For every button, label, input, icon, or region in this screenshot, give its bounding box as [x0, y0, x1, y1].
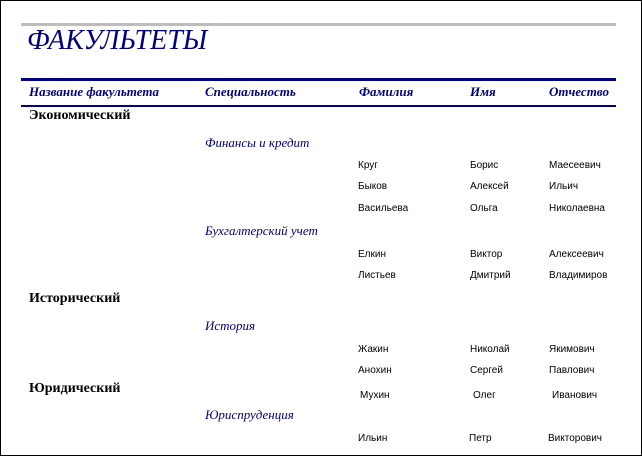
- surname: Мухин: [360, 390, 390, 401]
- surname: Быков: [358, 181, 388, 192]
- patronymic: Павлович: [549, 365, 595, 376]
- header-patronymic: Отчество: [549, 84, 609, 99]
- first-name: Сергей: [470, 365, 503, 376]
- first-name: Виктор: [470, 249, 503, 260]
- patronymic: Алексеевич: [549, 249, 604, 260]
- first-name: Петр: [469, 433, 492, 444]
- surname: Елкин: [358, 249, 386, 260]
- surname: Ильин: [358, 433, 388, 444]
- header-name: Имя: [470, 84, 496, 99]
- surname: Круг: [358, 160, 378, 171]
- header-top-rule: [21, 78, 616, 81]
- surname: Листьев: [358, 270, 396, 281]
- header-faculty: Название факультета: [29, 84, 159, 99]
- first-name: Ольга: [470, 203, 498, 214]
- patronymic: Маесеевич: [549, 160, 601, 171]
- patronymic: Ильич: [549, 181, 579, 192]
- first-name: Дмитрий: [470, 270, 511, 281]
- faculty-name: Юридический: [29, 381, 121, 396]
- surname: Жакин: [358, 344, 389, 355]
- faculty-name: Исторический: [29, 291, 121, 306]
- specialty-name: Юриспруденция: [205, 407, 294, 422]
- first-name: Борис: [470, 160, 499, 171]
- header-bottom-rule: [21, 105, 616, 107]
- header-specialty: Специальность: [205, 84, 296, 99]
- report-title: ФАКУЛЬТЕТЫ: [27, 25, 208, 56]
- first-name: Николай: [470, 344, 510, 355]
- first-name: Олег: [473, 390, 496, 401]
- specialty-name: Бухгалтерский учет: [205, 223, 318, 238]
- patronymic: Якимович: [549, 344, 595, 355]
- specialty-name: История: [205, 318, 256, 333]
- first-name: Алексей: [470, 181, 509, 192]
- header-surname: Фамилия: [359, 84, 414, 99]
- patronymic: Владимиров: [549, 270, 608, 281]
- surname: Анохин: [358, 365, 392, 376]
- faculty-name: Экономический: [29, 108, 131, 123]
- patronymic: Николаевна: [549, 203, 605, 214]
- patronymic: Викторович: [548, 433, 603, 444]
- specialty-name: Финансы и кредит: [205, 135, 310, 150]
- patronymic: Иванович: [552, 390, 598, 401]
- surname: Васильева: [358, 203, 409, 214]
